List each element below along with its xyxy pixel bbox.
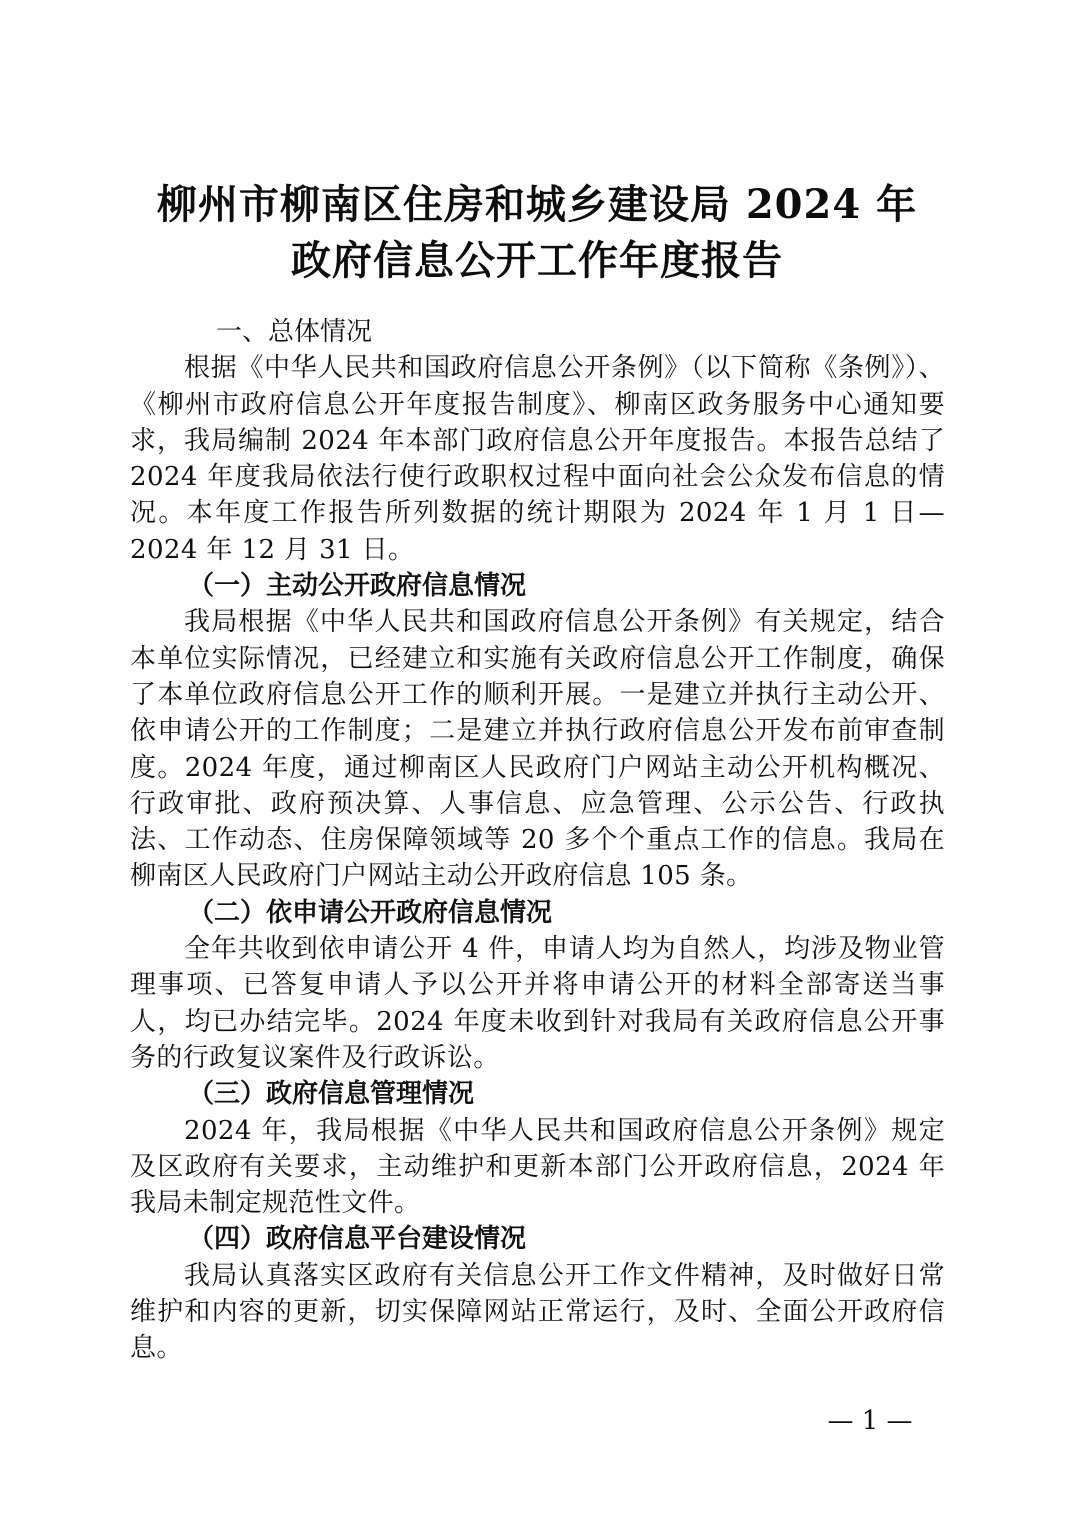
paragraph-request-disclosure: 全年共收到依申请公开 4 件，申请人均为自然人，均涉及物业管理事项、已答复申请人予以公开并将申请公开的材料全部寄送当事人，均已办结完毕。2024 年度未收到针对我局有关政府信息公开事务的行政复议案件及行政诉讼。 [130,934,945,1073]
subsection-heading-active-disclosure: （一）主动公开政府信息情况 [188,571,527,602]
subsection-heading-platform-construction: （四）政府信息平台建设情况 [188,1224,527,1255]
document-title-line1: 柳州市柳南区住房和城乡建设局 2024 年 [156,181,918,228]
subsection-heading-information-management: （三）政府信息管理情况 [188,1079,475,1110]
section-heading-overall: 一、总体情况 [216,317,373,347]
paragraph-platform-construction: 我局认真落实区政府有关信息公开工作文件精神，及时做好日常维护和内容的更新，切实保障网站正常运行，及时、全面公开政府信息。 [130,1260,945,1364]
page-number: — 1 — [827,1406,913,1436]
paragraph-overall: 根据《中华人民共和国政府信息公开条例》（以下简称《条例》）、《柳州市政府信息公开年度报告制度》、柳南区政务服务中心通知要求，我局编制 2024 年本部门政府信息公开年度报告。本报告总结了 2024 年度我局依法行使行政职权过程中面向社会公众发布信息的情况。本年度工作报告所列数据的统计期限为 2024 年 1 月 1 日—2024 年 12 月 31 日。 [130,353,945,565]
subsection-heading-request-disclosure: （二）依申请公开政府信息情况 [188,897,553,928]
document-title-line2: 政府信息公开工作年度报告 [291,237,783,284]
document-body [130,314,945,1367]
paragraph-active-disclosure: 我局根据《中华人民共和国政府信息公开条例》有关规定，结合本单位实际情况，已经建立和实施有关政府信息公开工作制度，确保了本单位政府信息公开工作的顺利开展。一是建立并执行主动公开、依申请公开的工作制度；二是建立并执行政府信息公开发布前审查制度。2024 年度，通过柳南区人民政府门户网站主动公开机构概况、行政审批、政府预决算、人事信息、应急管理、公示公告、行政执法、工作动态、住房保障领域等 20 多个个重点工作的信息。我局在柳南区人民政府门户网站主动公开政府信息 105 条。 [130,607,945,892]
paragraph-information-management: 2024 年，我局根据《中华人民共和国政府信息公开条例》规定及区政府有关要求，主动维护和更新本部门公开政府信息，2024 年我局未制定规范性文件。 [130,1115,945,1219]
